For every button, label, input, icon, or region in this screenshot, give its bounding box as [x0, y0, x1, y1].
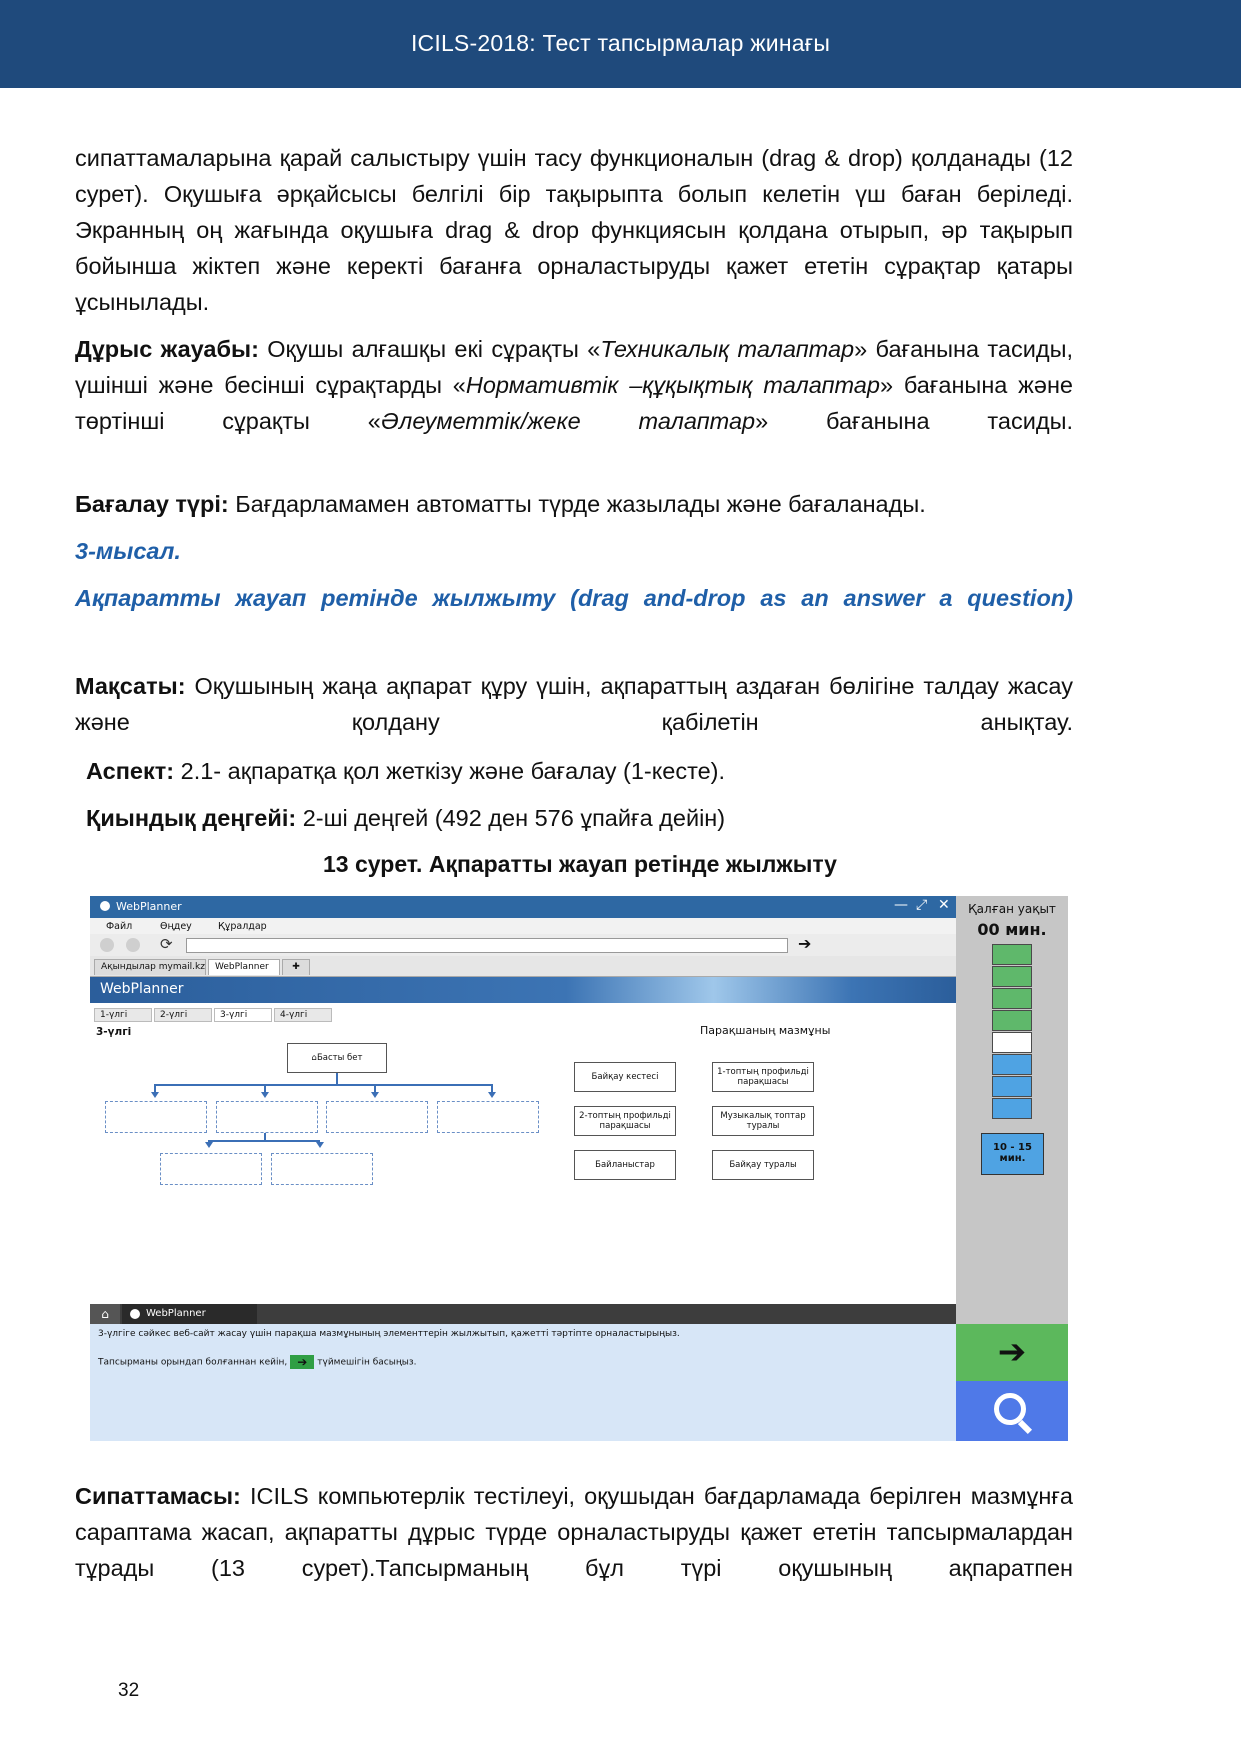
example-heading: 3-мысал.: [75, 538, 181, 564]
instruction-text: Тапсырманы орындап болғаннан кейін,: [98, 1357, 288, 1368]
tab-level-3[interactable]: 3-үлгі: [214, 1008, 272, 1022]
reload-icon[interactable]: ⟳: [160, 935, 173, 953]
tab-level-1[interactable]: 1-үлгі: [94, 1008, 152, 1022]
bottom-tabbar: [90, 1304, 956, 1324]
timer-segment: [992, 944, 1032, 965]
search-button[interactable]: [956, 1381, 1068, 1441]
italic-run: Техникалық талаптар: [600, 336, 855, 362]
connector: [154, 1084, 156, 1092]
webplanner-logo-icon: [100, 901, 110, 911]
correct-answer-label: Дұрыс жауабы:: [75, 336, 259, 362]
description-label: Сипаттамасы:: [75, 1483, 241, 1509]
instruction-panel: [90, 1324, 956, 1441]
arrow-down-icon: [316, 1142, 324, 1148]
drop-slot[interactable]: [105, 1101, 207, 1133]
figure-screenshot: [90, 896, 1068, 1441]
instruction-text: түймешігін басыңыз.: [317, 1357, 417, 1368]
arrow-right-icon: ➔: [290, 1355, 314, 1369]
assessment-label: Бағалау түрі:: [75, 491, 229, 517]
page-number: 32: [118, 1680, 140, 1701]
paragraph-description: [75, 1478, 1073, 1586]
timer-segment: [992, 966, 1032, 987]
paragraph-goal: [75, 668, 1073, 740]
draggable-item[interactable]: Байқау кестесі: [574, 1062, 676, 1092]
draggable-item[interactable]: Музыкалық топтар туралы: [712, 1106, 814, 1136]
instruction-line-1: 3-үлгіге сәйкес веб-сайт жасау үшін парақша мазмұнының элементтерін жылжытып, қажетті тәртіпте орналастырыңыз.: [98, 1329, 680, 1339]
home-icon: ⌂: [311, 1053, 317, 1063]
close-icon[interactable]: ✕: [938, 897, 950, 913]
italic-run: Нормативтік –құқықтық талаптар: [465, 372, 880, 398]
active-level-title: 3-үлгі: [96, 1026, 132, 1038]
tab-level-4[interactable]: 4-үлгі: [274, 1008, 332, 1022]
bottom-tab-label: WebPlanner: [146, 1308, 206, 1319]
goal-text: Оқушының жаңа ақпарат құру үшін, ақпараттың аздаған бөлігіне талдау жасау және қолдану қабілетін анықтау.: [75, 673, 1073, 735]
address-input[interactable]: [186, 938, 788, 953]
arrow-right-icon[interactable]: ➔: [798, 934, 812, 953]
paragraph-assessment: [75, 486, 1073, 522]
arrow-down-icon: [151, 1092, 159, 1098]
text-run: » бағанына және төртінші сұрақты «: [75, 372, 1073, 434]
browser-navbar: [90, 934, 956, 956]
arrow-down-icon: [488, 1092, 496, 1098]
connector: [208, 1140, 320, 1142]
window-titlebar: [90, 896, 956, 918]
window-title: WebPlanner: [116, 900, 182, 913]
webplanner-logo-icon: [130, 1309, 140, 1319]
connector: [154, 1084, 492, 1086]
arrow-down-icon: [261, 1092, 269, 1098]
timer-segment: [992, 1098, 1032, 1119]
drop-slot[interactable]: [160, 1153, 262, 1185]
difficulty-text: 2-ші деңгей (492 ден 576 ұпайға дейін): [296, 805, 726, 831]
connector: [264, 1084, 266, 1092]
draggable-item[interactable]: 1-топтың профильді парақшасы: [712, 1062, 814, 1092]
paragraph-aspect: [86, 753, 1084, 789]
home-icon[interactable]: ⌂: [90, 1304, 120, 1324]
drop-slot[interactable]: [216, 1101, 318, 1133]
goal-label: Мақсаты:: [75, 673, 186, 699]
assessment-text: Бағдарламамен автоматты түрде жазылады және бағаланады.: [228, 491, 926, 517]
home-page-label: Басты бет: [316, 1053, 363, 1063]
timer-segment: [992, 1010, 1032, 1031]
aspect-label: Аспект:: [86, 758, 175, 784]
menu-file[interactable]: Файл: [106, 921, 133, 932]
header-banner: [0, 0, 1241, 88]
draggable-item[interactable]: 2-топтың профильді парақшасы: [574, 1106, 676, 1136]
timer-segment: [992, 1032, 1032, 1053]
timer-segment: [992, 1076, 1032, 1097]
arrow-right-icon: ➔: [997, 1332, 1027, 1372]
next-button[interactable]: [956, 1324, 1068, 1381]
tab-level-2[interactable]: 2-үлгі: [154, 1008, 212, 1022]
arrow-down-icon: [205, 1142, 213, 1148]
paragraph-difficulty: [86, 800, 1084, 836]
menu-tools[interactable]: Құралдар: [218, 921, 267, 932]
drop-slot[interactable]: [271, 1153, 373, 1185]
bottom-tab-webplanner[interactable]: [122, 1304, 257, 1324]
header-title: ICILS-2018: Тест тапсырмалар жинағы: [410, 30, 831, 56]
description-text: ICILS компьютерлік тестілеуі, оқушыдан бағдарламада берілген мазмұнға сараптама жасап, ақпаратты дұрыс түрде орналастыруды қажет ететін тапсырмалардан тұрады (13 сурет).Тапсырманың бұл түрі оқушының ақпаратпен: [75, 1483, 1073, 1581]
browser-tabbar: [90, 956, 956, 977]
app-header-title: WebPlanner: [100, 981, 184, 997]
new-tab-button[interactable]: ✚: [282, 959, 310, 975]
paragraph-intro: сипаттамаларына қарай салыстыру үшін тасу функционалын (drag & drop) қолданады (12 сурет). Оқушыға әрқайсысы белгілі бір тақырыпта болып келетін үш баған беріледі. Экранның оң жағында оқушыға drag & drop функциясын қолдана отырып, әр тақырып бойынша жіктеп және керекті бағанға орналастыруды қажет ететін сұрақтар қатары ұсынылады.: [75, 145, 1073, 315]
content-title: Парақшаның мазмұны: [700, 1024, 831, 1037]
minimize-icon[interactable]: —: [894, 897, 908, 913]
text-run: » бағанына тасиды.: [755, 408, 1073, 434]
tab-webplanner[interactable]: WebPlanner: [208, 959, 280, 975]
timer-value: 00 мин.: [977, 920, 1047, 939]
menu-edit[interactable]: Өңдеу: [160, 921, 192, 932]
connector: [374, 1084, 376, 1092]
instruction-line-2: [98, 1355, 417, 1369]
menu-bar: [90, 918, 956, 934]
difficulty-label: Қиындық деңгейі:: [86, 805, 297, 831]
aspect-text: 2.1- ақпаратқа қол жеткізу және бағалау (1-кесте).: [174, 758, 726, 784]
italic-run: Әлеуметтік/жеке талаптар: [380, 408, 756, 434]
level-tabs: [90, 1008, 956, 1022]
drop-slot[interactable]: [326, 1101, 428, 1133]
draggable-item[interactable]: Байланыстар: [574, 1150, 676, 1180]
arrow-down-icon: [371, 1092, 379, 1098]
connector: [491, 1084, 493, 1092]
forward-icon[interactable]: [126, 938, 140, 952]
paragraph-correct-answer: [75, 331, 1073, 439]
timer-segment: [992, 988, 1032, 1009]
timer-segment: [992, 1054, 1032, 1075]
draggable-item[interactable]: Байқау туралы: [712, 1150, 814, 1180]
home-page-box: [287, 1043, 387, 1073]
text-run: » бағанына тасиды, үшінші және бесінші сұрақтарды «: [75, 336, 1073, 398]
tab-mail[interactable]: Ақындылар mymail.kz: [94, 959, 206, 975]
back-icon[interactable]: [100, 938, 114, 952]
time-estimate: 10 - 15 мин.: [981, 1133, 1044, 1175]
text-run: Оқушы алғашқы екі сұрақты «: [258, 336, 601, 362]
timer-label: Қалған уақыт: [968, 902, 1056, 916]
app-header: [90, 977, 956, 1003]
maximize-icon[interactable]: ⤢: [916, 897, 928, 913]
drop-slot[interactable]: [437, 1101, 539, 1133]
figure-caption: 13 сурет. Ақпаратты жауап ретінде жылжыту: [323, 851, 837, 877]
task-title: Ақпаратты жауап ретінде жылжыту (drag and-drop as an answer a question): [75, 585, 1073, 611]
